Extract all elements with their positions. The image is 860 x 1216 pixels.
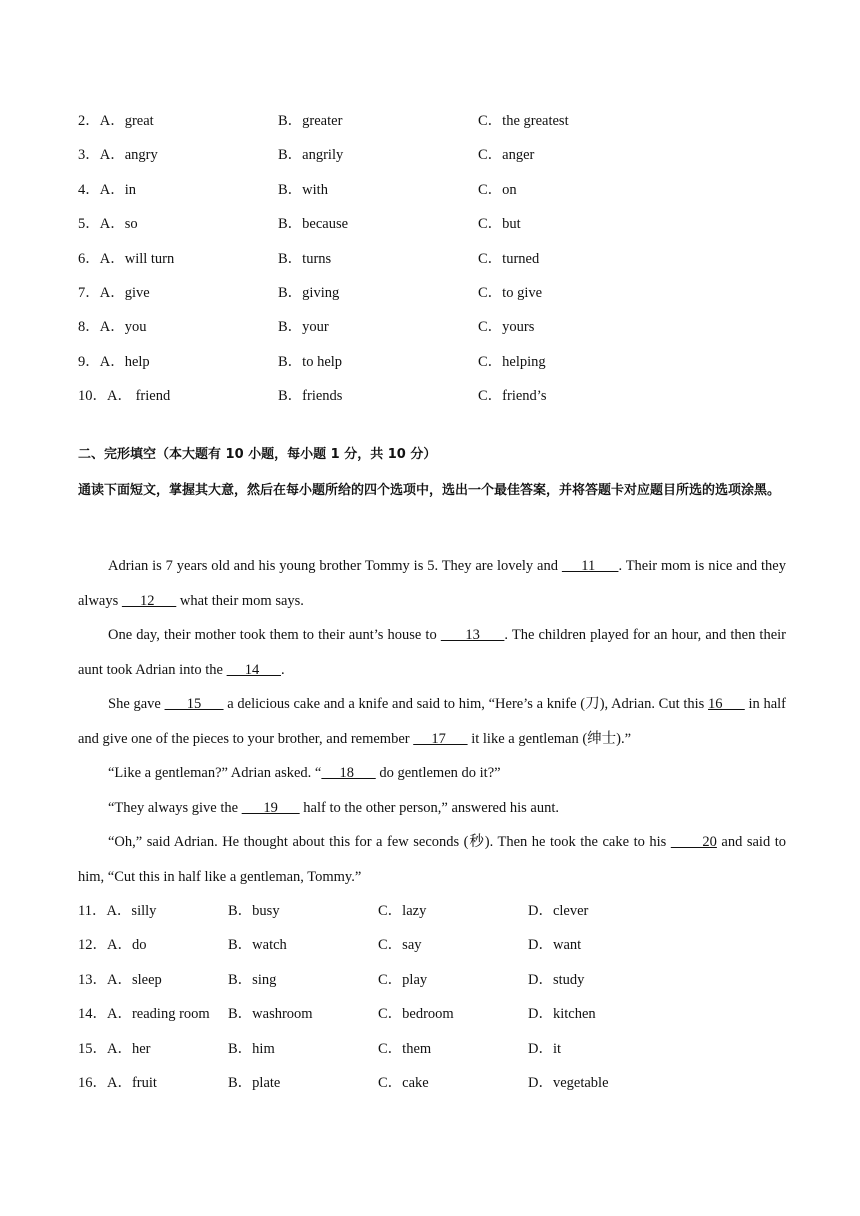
option-a: 9．A．help bbox=[78, 353, 150, 370]
option-d: D．clever bbox=[528, 903, 589, 919]
option-d: D．study bbox=[528, 971, 585, 988]
option-b: B．angrily bbox=[278, 147, 344, 164]
option-b: B．your bbox=[278, 319, 329, 336]
option-b: B．him bbox=[228, 1040, 275, 1057]
blank: 19 bbox=[241, 799, 300, 816]
option-c: C．cake bbox=[378, 1075, 429, 1091]
option-b: B．greater bbox=[278, 113, 343, 129]
option-a: 10．A． friend bbox=[78, 388, 171, 405]
option-a: 12．A．do bbox=[78, 937, 147, 954]
option-c: C．them bbox=[378, 1040, 432, 1057]
option-c: C．turned bbox=[478, 250, 540, 267]
option-a: 13．A．sleep bbox=[78, 971, 162, 988]
blank: 16 bbox=[708, 696, 745, 712]
option-c: C．the greatest bbox=[478, 113, 569, 129]
option-b: B．giving bbox=[278, 285, 340, 301]
option-c: C．helping bbox=[478, 353, 546, 370]
blank: 18 bbox=[321, 765, 376, 781]
passage-paragraph: Adrian is 7 years old and his young brother Tommy is 5. They are lovely and 11 . Their mom is nice and they always 12 what their mom says. bbox=[78, 558, 786, 609]
option-a: 5．A．so bbox=[78, 216, 138, 233]
blank: 11 bbox=[561, 558, 619, 574]
option-c: C．on bbox=[478, 181, 517, 198]
blank: 14 bbox=[226, 661, 281, 678]
option-a: 11．A．silly bbox=[78, 903, 157, 919]
blank: 13 bbox=[440, 627, 505, 643]
option-b: B．friends bbox=[278, 388, 343, 405]
option-c: C．play bbox=[378, 971, 428, 988]
blank: 15 bbox=[164, 696, 224, 712]
option-c: C．but bbox=[478, 216, 521, 233]
blank: 17 bbox=[413, 730, 468, 747]
section2-title: 二、完形填空（本大题有 10 小题，每小题 1 分，共 10 分） bbox=[78, 447, 437, 462]
option-c: C．lazy bbox=[378, 903, 427, 919]
passage-paragraph: “Like a gentleman?” Adrian asked. “ 18 do gentlemen do it?” bbox=[108, 765, 501, 781]
option-b: B．with bbox=[278, 181, 328, 198]
option-c: C．to give bbox=[478, 285, 543, 301]
option-a: 15．A．her bbox=[78, 1040, 151, 1057]
option-b: B．busy bbox=[228, 903, 280, 919]
option-b: B．washroom bbox=[228, 1006, 313, 1023]
option-a: 2．A．great bbox=[78, 113, 154, 129]
option-d: D．kitchen bbox=[528, 1006, 596, 1023]
option-d: D．vegetable bbox=[528, 1075, 609, 1091]
option-a: 16．A．fruit bbox=[78, 1075, 157, 1091]
passage-paragraph: “Oh,” said Adrian. He thought about this for a few seconds (秒). Then he took the cake to his 20 and said to him, “Cut this in half like a gentleman, Tommy.” bbox=[78, 834, 787, 885]
option-c: C．anger bbox=[478, 147, 535, 164]
option-b: B．turns bbox=[278, 250, 332, 267]
option-a: 6．A．will turn bbox=[78, 250, 175, 267]
option-a: 14．A．reading room bbox=[78, 1006, 210, 1023]
option-b: B．sing bbox=[228, 971, 277, 988]
option-c: C．say bbox=[378, 937, 422, 954]
option-a: 4．A．in bbox=[78, 181, 136, 198]
option-b: B．plate bbox=[228, 1075, 281, 1091]
passage-paragraph: She gave 15 a delicious cake and a knife and said to him, “Here’s a knife (刀), Adrian. Cut this 16 in half and give one of the pieces to your brother, and remember 17 it like a gentleman (绅士).” bbox=[78, 696, 787, 747]
passage-paragraph: “They always give the 19 half to the other person,” answered his aunt. bbox=[108, 799, 559, 816]
option-d: D．want bbox=[528, 937, 582, 954]
option-b: B．because bbox=[278, 216, 349, 233]
blank: 12 bbox=[121, 592, 177, 609]
passage-paragraph: One day, their mother took them to their aunt’s house to 13 . The children played for an hour, and then their aunt took Adrian into the 14 . bbox=[78, 627, 786, 678]
section2-instructions: 通读下面短文，掌握其大意，然后在每小题所给的四个选项中，选出一个最佳答案，并将答题卡对应题目所选的选项涂黑。 bbox=[78, 483, 781, 498]
cloze-passage bbox=[78, 549, 786, 894]
option-a: 3．A．angry bbox=[78, 147, 158, 164]
option-b: B．to help bbox=[278, 353, 343, 370]
option-b: B．watch bbox=[228, 937, 287, 954]
option-c: C．yours bbox=[478, 319, 535, 336]
blank: 20 bbox=[670, 834, 717, 850]
option-d: D．it bbox=[528, 1040, 562, 1057]
option-c: C．bedroom bbox=[378, 1006, 454, 1023]
option-a: 7．A．give bbox=[78, 285, 150, 301]
option-c: C．friend’s bbox=[478, 388, 547, 405]
option-a: 8．A．you bbox=[78, 319, 147, 336]
